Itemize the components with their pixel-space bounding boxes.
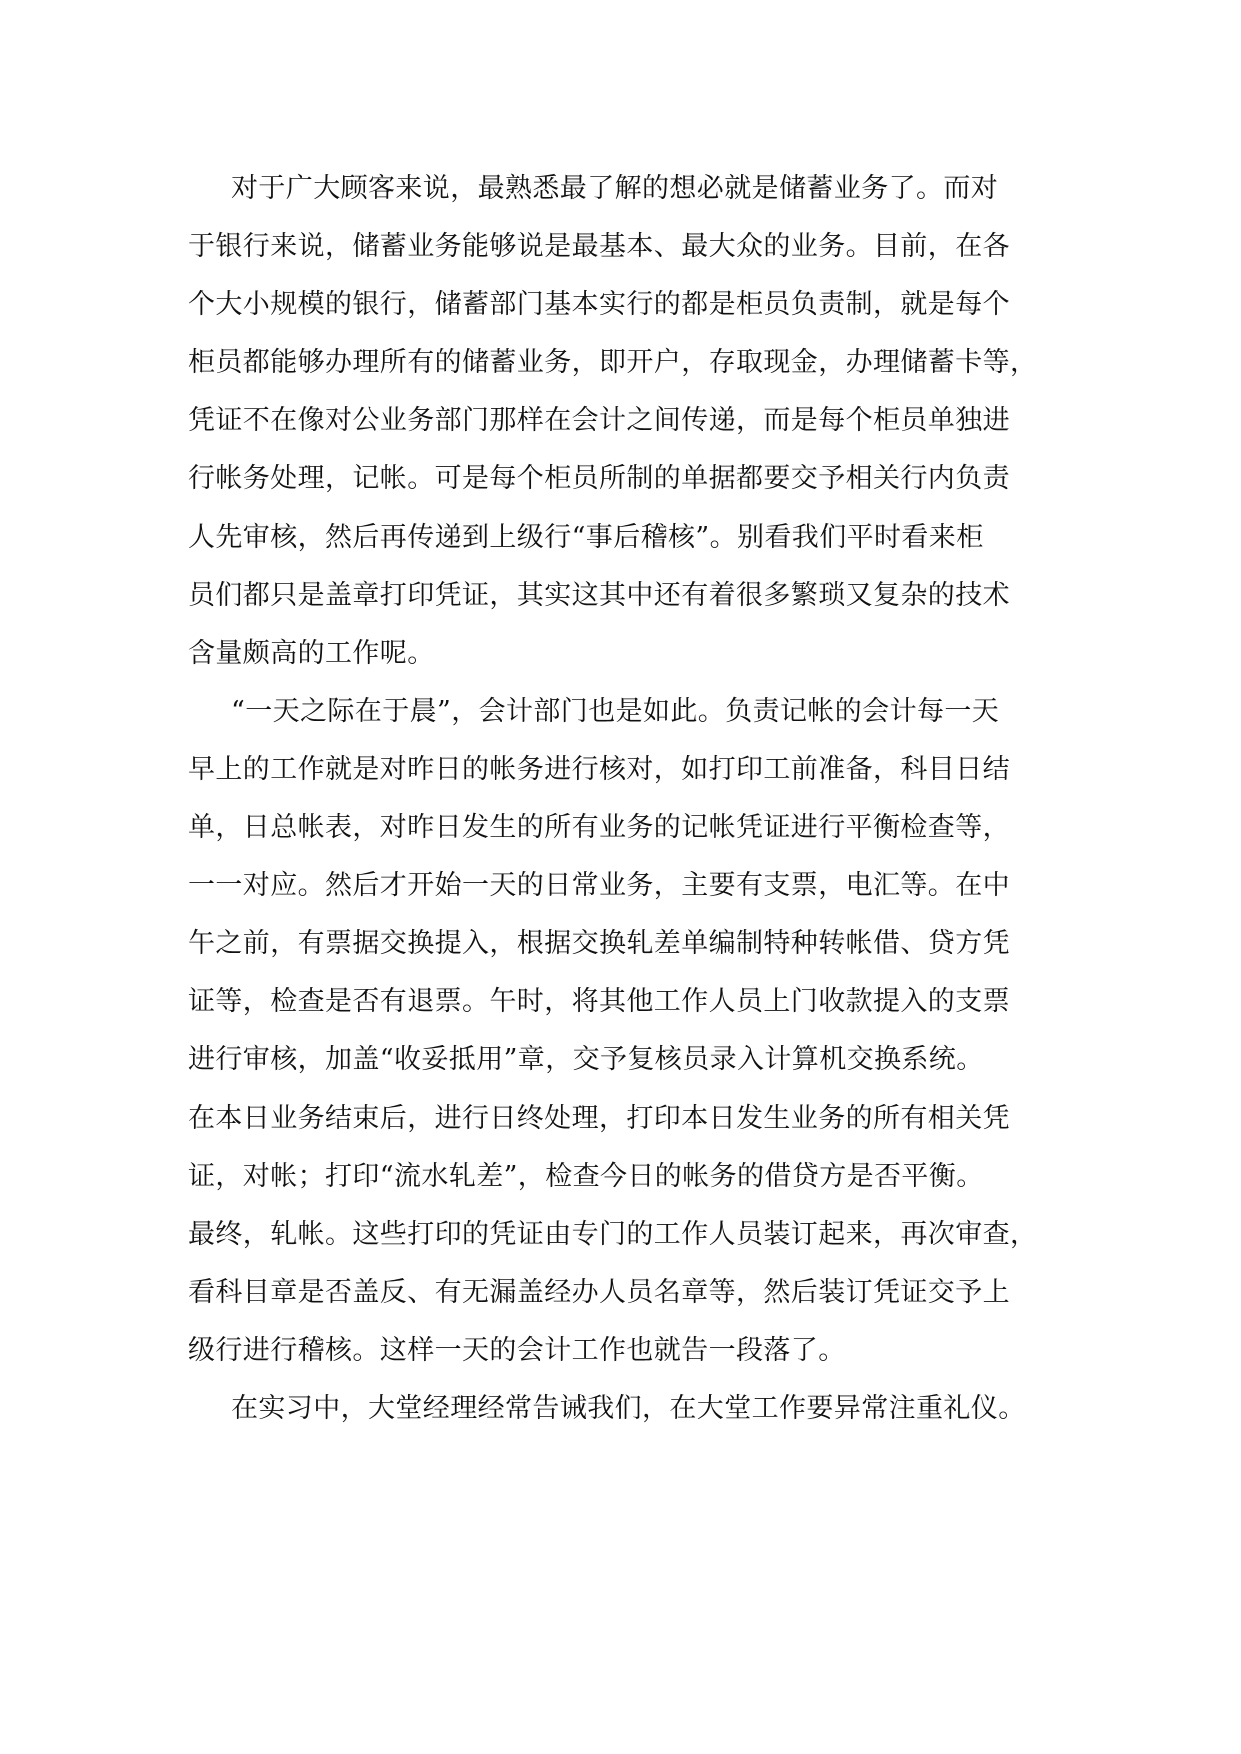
document-body — [188, 160, 1054, 1438]
paragraph-1-line-8: 员们都只是盖章打印凭证，其实这其中还有着很多繁琐又复杂的技术 — [188, 579, 1010, 611]
paragraph-1-line-5: 凭证不在像对公业务部门那样在会计之间传递，而是每个柜员单独进 — [188, 405, 1010, 437]
paragraph-1-line-7: 人先审核，然后再传递到上级行“事后稽核”。别看我们平时看来柜 — [188, 521, 984, 553]
paragraph-1-line-4: 柜员都能够办理所有的储蓄业务，即开户，存取现金，办理储蓄卡等， — [188, 347, 1038, 379]
paragraph-1-line-3: 个大小规模的银行，储蓄部门基本实行的都是柜员负责制，就是每个 — [188, 289, 1010, 321]
paragraph-3-line-1: 在实习中，大堂经理经常告诫我们，在大堂工作要异常注重礼仪。 — [231, 1392, 1026, 1424]
paragraph-2-line-12: 级行进行稽核。这样一天的会计工作也就告一段落了。 — [188, 1334, 846, 1366]
paragraph-2-line-8: 在本日业务结束后，进行日终处理，打印本日发生业务的所有相关凭 — [188, 1102, 1010, 1134]
paragraph-2-line-5: 午之前，有票据交换提入，根据交换轧差单编制特种转帐借、贷方凭 — [188, 928, 1010, 960]
paragraph-2-line-10: 最终，轧帐。这些打印的凭证由专门的工作人员装订起来，再次审查， — [188, 1218, 1038, 1250]
paragraph-1-line-6: 行帐务处理，记帐。可是每个柜员所制的单据都要交予相关行内负责 — [188, 463, 1010, 495]
paragraph-2-line-9: 证，对帐；打印“流水轧差”，检查今日的帐务的借贷方是否平衡。 — [188, 1160, 984, 1192]
paragraph-2-line-2: 早上的工作就是对昨日的帐务进行核对，如打印工前准备，科目日结 — [188, 753, 1010, 785]
paragraph-1-line-1: 对于广大顾客来说，最熟悉最了解的想必就是储蓄业务了。而对 — [231, 173, 999, 204]
paragraph-2-line-3: 单，日总帐表，对昨日发生的所有业务的记帐凭证进行平衡检查等， — [188, 812, 1010, 844]
paragraph-2-line-1: “一天之际在于晨”，会计部门也是如此。负责记帐的会计每一天 — [231, 695, 1000, 727]
paragraph-2-line-6: 证等，检查是否有退票。午时，将其他工作人员上门收款提入的支票 — [188, 986, 1010, 1018]
paragraph-2-line-7: 进行审核，加盖“收妥抵用”章，交予复核员录入计算机交换系统。 — [188, 1044, 984, 1076]
paragraph-2-line-11: 看科目章是否盖反、有无漏盖经办人员名章等，然后装订凭证交予上 — [188, 1276, 1010, 1308]
paragraph-2-line-4: 一一对应。然后才开始一天的日常业务，主要有支票，电汇等。在中 — [188, 870, 1010, 902]
paragraph-1-line-2: 于银行来说，储蓄业务能够说是最基本、最大众的业务。目前，在各 — [188, 231, 1010, 263]
paragraph-1-line-9: 含量颇高的工作呢。 — [188, 637, 435, 669]
